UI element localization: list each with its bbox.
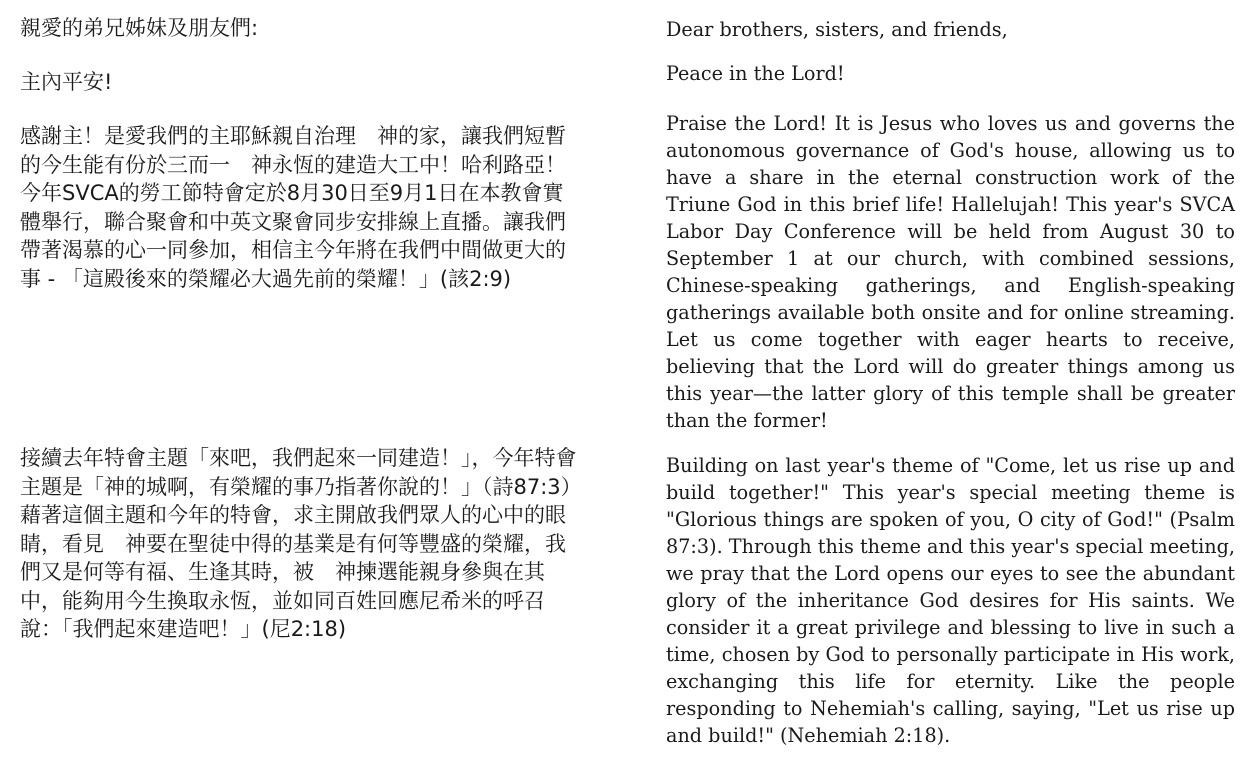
chinese-greeting: 親愛的弟兄姊妹及朋友們: — [20, 16, 259, 40]
chinese-paragraph-2: 接續去年特會主題「來吧，我們起來一同建造！」，今年特會主題是「神的城啊，有榮耀的事乃指著你說的！」（詩87:3）藉著這個主題和今年的特會，求主開啟我們眾人的心中的眼睛，看見 神要在聖徒中得的基業是有何等豐盛的榮耀，我們又是何等有福、生逢其時，被 神揀選能親身參與在其中，能夠用今生換取永恆，並如同百姓回應尼希米的呼召說：「我們起來建造吧！」(尼2:18) — [20, 446, 577, 641]
chinese-peace-line: 主內平安! — [20, 70, 113, 94]
chinese-paragraph-1: 感謝主！是愛我們的主耶穌親自治理 神的家，讓我們短暫的今生能有份於三而一 神永恆的建造大工中！哈利路亞！今年SVCA的勞工節特會定於8月30日至9月1日在本教會實體舉行，聯合聚會和中英文聚會同步安排線上直播。讓我們帶著渴慕的心一同參加，相信主今年將在我們中間做更大的事 - 「這殿後來的榮耀必大過先前的榮耀！」(該2:9) — [20, 124, 566, 291]
english-paragraph-2: Building on last year's theme of "Come, let us rise up and build together!" This year's special meeting theme is "Glorious things are spoken of you, O city of God!" (Psalm 87:3). Through this theme and this year's special meeting, we pray that the Lord opens our eyes to see the abundant glory of the inheritance God desires for His saints. We consider it a great privilege and blessing to live in such a time, chosen by God to personally participate in His work, exchanging this life for eternity. Like the people responding to Nehemiah's calling, saying, "Let us rise up and build!" (Nehemiah 2:18). — [666, 454, 1235, 747]
english-greeting: Dear brothers, sisters, and friends, — [666, 18, 1008, 41]
english-paragraph-1: Praise the Lord! It is Jesus who loves us and governs the autonomous governance of God's house, allowing us to have a share in the eternal construction work of the Triune God in this brief life! Hallelujah! This year's SVCA Labor Day Conference will be held from August 30 to September 1 at our church, with combined sessions, Chinese-speaking gatherings, and English-speaking gatherings available both onsite and for online streaming. Let us come together with eager hearts to receive, believing that the Lord will do greater things among us this year—the latter glory of this temple shall be greater than the former! — [666, 112, 1235, 432]
english-peace-line: Peace in the Lord! — [666, 62, 845, 85]
